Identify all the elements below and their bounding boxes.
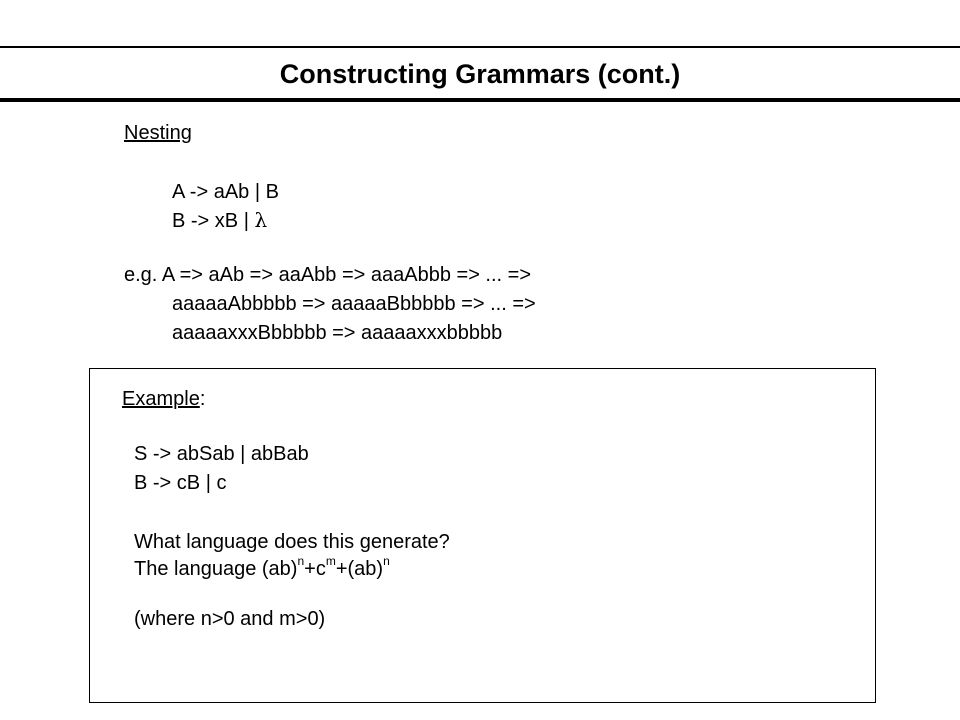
bottom-rule: [0, 98, 960, 102]
slide-title: Constructing Grammars (cont.): [279, 59, 681, 89]
answer-mid-2: +(ab): [335, 558, 384, 580]
answer-sup-n2: n: [383, 554, 390, 568]
derivation-line-3: aaaaaxxxBbbbbb => aaaaaxxxbbbbb: [172, 322, 503, 344]
derivation-line-2: aaaaaAbbbbb => aaaaaBbbbbb => ... =>: [172, 293, 536, 315]
example-heading-text: Example: [122, 388, 200, 410]
answer-mid-1: +c: [304, 558, 326, 580]
example-question: What language does this generate?: [134, 531, 450, 553]
example-heading-colon: :: [199, 388, 206, 410]
top-rule: [0, 46, 960, 48]
answer-prefix: The language (ab): [134, 558, 298, 580]
answer-sup-n1: n: [297, 554, 305, 568]
nesting-rule-b-text: B -> xB |: [172, 210, 255, 232]
derivation-line-1: e.g. A => aAb => aaAbb => aaaAbbb => ... =>: [124, 264, 532, 286]
example-heading: [122, 386, 205, 412]
example-rule-b: B -> cB | c: [134, 472, 227, 494]
nesting-rule-a: A -> aAb | B: [172, 181, 279, 203]
example-answer: [134, 556, 390, 582]
answer-sup-m: m: [325, 554, 336, 568]
lambda-symbol: λ: [254, 208, 268, 232]
nesting-rule-b: [172, 207, 267, 234]
nesting-heading: Nesting: [124, 122, 192, 144]
example-rule-s: S -> abSab | abBab: [134, 443, 309, 465]
example-condition: (where n>0 and m>0): [134, 608, 326, 630]
